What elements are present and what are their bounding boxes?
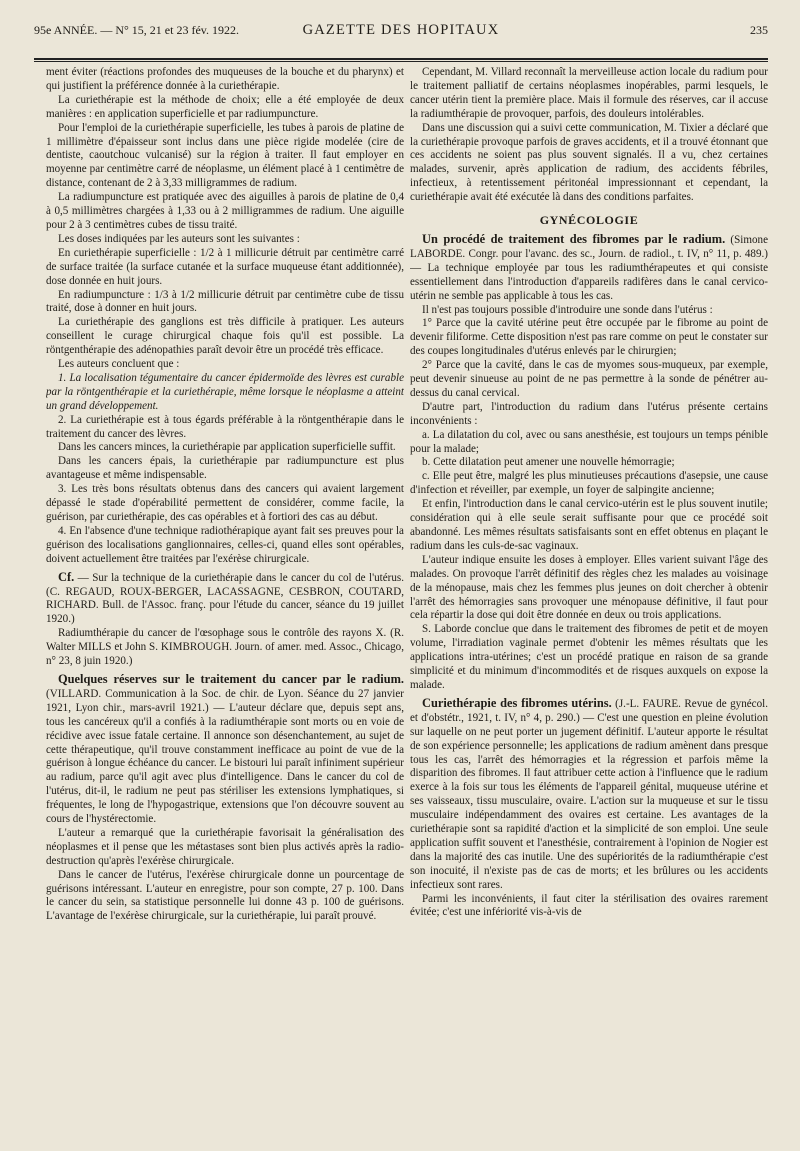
paragraph: Parmi les inconvénients, il faut citer la stérilisation des ovaires rarement évitée; c'est une infériorité vis-à-vis de	[410, 892, 768, 919]
paragraph: La curiethérapie des ganglions est très difficile à pratiquer. Les auteurs conseillent le curage chirurgical chaque fois qu'il est possible. La röntgenthérapie des adénopathies paraît devoir être un procédé très efficace.	[46, 316, 404, 357]
paragraph: Radiumthérapie du cancer de l'œsophage sous le contrôle des rayons X. (R. Walter MILLS et John S. KIMBROUGH. Journ. of amer. med. Assoc., Chicago, n° 23, 8 juin 1920.)	[46, 627, 404, 668]
issue-info: 95e ANNÉE. — N° 15, 21 et 23 fév. 1922.	[34, 23, 239, 37]
paragraph: En radiumpuncture : 1/3 à 1/2 millicurie détruit par centimètre cube de tissu traité, dose à donner en huit jours.	[46, 288, 404, 315]
paragraph: D'autre part, l'introduction du radium dans l'utérus présente certains inconvénients :	[410, 400, 768, 427]
paragraph: S. Laborde conclue que dans le traitement des fibromes de petit et de moyen volume, l'irradiation vaginale permet d'obtenir les mêmes résultats que les applications intra-utérines; c'est un procédé pratique en raison de sa grande simplicité et du minimum d'incommodités et de risques auxquels on expose la malade.	[410, 623, 768, 691]
article-body: (Simone LABORDE. Congr. pour l'avanc. des sc., Journ. de radiol., t. IV, n° 11, p. 489.) — La technique employée par tous les radiumthérapeutes et qui consiste essentiellement dans l'introduction d'appareils radifères dans le canal cervico-utérin ne semble pas applicable à tous les cas.	[410, 233, 768, 302]
paragraph: Il n'est pas toujours possible d'introduire une sonde dans l'utérus :	[422, 303, 713, 316]
article-entry	[410, 233, 768, 304]
paragraph: L'auteur indique ensuite les doses à employer. Elles varient suivant l'âge des malades. On provoque l'arrêt définitif des règles chez les malades au voisinage de la ménopause, mais chez les femmes plus jeunes on doit chercher à obtenir l'arrêt des hémorragies sans provoquer une ménopause définitive, il faut pour cela répartir la dose qui doit être donnée en deux ou trois applications.	[410, 553, 768, 622]
paragraph: Dans une discussion qui a suivi cette communication, M. Tixier a déclaré que la curiethérapie provoque parfois de graves accidents, et il a trouvé étonnant que ces accidents ne soient pas plus souvent signalés. Il a vu, chez certaines malades, survenir, après application de radium, des accidents fébriles, infectieux, à retentissement péritonéal impressionnant et cependant, la curiethérapie avait été exécutée là dans des conditions parfaites.	[410, 121, 768, 204]
paragraph: Dans les cancers minces, la curiethérapie par application superficielle suffit.	[58, 441, 396, 454]
paragraph: L'auteur a remarqué que la curiethérapie favorisait la généralisation des néoplasmes et il pense que les métastases sont bien plus activés après la radio-destruction qu'après l'exérèse chirurgicale.	[46, 826, 404, 867]
paragraph: Cependant, M. Villard reconnaît la merveilleuse action locale du radium pour le traitement palliatif de certains néoplasmes inopérables, parmi lesquels, le cancer utérin tient la première place. Mais il formule des réserves, car il accuse la radiumthérapie de provoquer, parfois, des douleurs intolérables.	[410, 66, 768, 120]
page-number: 235	[750, 23, 768, 37]
header-rule	[34, 58, 768, 60]
paragraph: Dans le cancer de l'utérus, l'exérèse chirurgicale donne un pourcentage de guérisons intéressant. L'auteur en enregistre, pour son compte, 27 p. 100. Dans le cancer du sein, sa statistique personnelle lui donne 43 p. 100 de guérisons. L'avantage de l'exérèse chirurgicale, sur la curiethérapie, lui paraît prouvé.	[46, 868, 404, 923]
paragraph: ment éviter (réactions profondes des muqueuses de la bouche et du pharynx) et qui justifient la préférence donnée à la curiethérapie.	[46, 66, 404, 92]
page-header	[34, 22, 768, 48]
paragraph: En curiethérapie superficielle : 1/2 à 1 millicurie détruit par centimètre carré de surface traitée (la surface cutanée et la surface muqueuse étant additionnée), dose donnée en huit jours.	[46, 246, 404, 287]
article-body: (VILLARD. Communication à la Soc. de chir. de Lyon. Séance du 27 janvier 1921, Lyon chir., mars-avril 1921.) — L'auteur déclare que, depuis sept ans, tous les cancéreux qu'il a confiés à la radiumthérapie sont morts ou en voie de récidive avec issue fatale certaine. Il annonce son désenchantement, au sujet de cette thérapeutique, qu'il trouve constamment inefficace au point de vue de la guérison à longue échéance du cancer. Le bistouri lui paraît infiniment supérieur au radium, parce qu'il agit avec plus d'intelligence. Dans le cancer du col de l'utérus, dit-il, le radium ne peut pas stériliser les extensions lymphatiques, si fréquentes, le long de l'hypogastrique, extensions que l'on découvre souvent au cours de l'hystérectomie.	[46, 687, 404, 826]
list-item: c. Elle peut être, malgré les plus minutieuses précautions d'asepsie, une cause d'infection et réveiller, par exemple, un foyer de salpingite ancienne;	[410, 470, 768, 497]
article-entry	[410, 697, 768, 893]
journal-title: GAZETTE DES HOPITAUX	[302, 22, 500, 38]
paragraph: 2° Parce que la cavité, dans le cas de myomes sous-muqueux, par exemple, peut devenir sinueuse au point de ne pas permettre à la sonde de pénétrer au-dessus du canal cervical.	[410, 359, 768, 399]
list-item: b. Cette dilatation peut amener une nouvelle hémorragie;	[422, 456, 675, 469]
paragraph: Dans les cancers épais, la curiethérapie par radiumpuncture est plus avantageuse et même indispensable.	[46, 455, 404, 482]
left-column	[46, 66, 404, 1141]
conclusion-item: 1. La localisation tégumentaire du cancer épidermoïde des lèvres est curable par la röntgenthérapie et la curiethérapie, même lorsque le néoplasme a atteint un grand développement.	[46, 371, 404, 412]
article-lead: Cf.	[58, 569, 75, 584]
conclusion-item: 3. Les très bons résultats obtenus dans des cancers qui avaient largement dépassé le stade d'opérabilité permettent de considérer, comme facile, la guérison, par curiethérapie, des cas opérables et à fortiori des cas au début.	[46, 483, 404, 523]
list-item: a. La dilatation du col, avec ou sans anesthésie, est toujours un temps pénible pour la malade;	[410, 428, 768, 455]
paragraph: La radiumpuncture est pratiquée avec des aiguilles à parois de platine de 0,4 à 0,5 millimètres chargées à 1,33 ou à 2 milligrammes de radium. Une aiguille pour 2 à 3 centimètres cubes de tissu traité.	[46, 191, 404, 231]
article-body: — Sur la technique de la curiethérapie dans le cancer du col de l'utérus. (C. REGAUD, ROUX-BERGER, LACASSAGNE, CESBRON, COUTARD, RICHARD. Bull. de l'Assoc. franç. pour l'étude du cancer, séance du 19 juillet 1920.)	[46, 571, 404, 626]
paragraph: La curiethérapie est la méthode de choix; elle a été employée de deux manières : en application superficielle et par radiumpuncture.	[46, 93, 404, 120]
article-entry	[46, 673, 404, 827]
header-rule-thin	[34, 61, 768, 62]
article-heading: Quelques réserves sur le traitement du cancer par le radium.	[58, 671, 404, 686]
conclusion-item: 2. La curiethérapie est à tous égards préférable à la röntgenthérapie dans le traitement du cancer des lèvres.	[46, 413, 404, 440]
article-heading: Curiethérapie des fibromes utérins.	[422, 695, 612, 710]
section-title: GYNÉCOLOGIE	[539, 213, 639, 228]
article-body: (J.-L. FAURE. Revue de gynécol. et d'obstétr., 1921, t. IV, n° 4, p. 290.) — C'est une question en pleine évolution sur laquelle on ne peut porter un jugement définitif. L'auteur apporte le résultat de son expérience personnelle; les applications de radium amènent dans presque tous les cas, l'arrêt des hémorragies et la régression et parfois même la disparition des fibromes. Il faut attribuer cette action à l'influence que le radium exerce à la fois sur tous les éléments de l'appareil génital, muqueuse utérine et ses vaisseaux, tissu musculaire, ovaire. L'action sur la muqueuse et sur le tissu musculaire indépendamment des ovaires est certaine. Les avantages de la curiethérapie sont sa rapidité d'action et la simplicité de son emploi. Une seule application suffit souvent et l'anesthésie, contrairement à l'opinion de Nogier est dans la majorité des cas inutile. Une des supériorités de la radiumthérapie c'est son inocuité, il n'existe pas de cas de morts; et les brûlures ou les accidents infectieux sont rares.	[410, 697, 768, 891]
article-heading: Un procédé de traitement des fibromes par le radium.	[422, 231, 726, 246]
paragraph: Pour l'emploi de la curiethérapie superficielle, les tubes à parois de platine de 1 millimètre d'épaisseur sont inclus dans une pièce rigide modelée (cire de dentiste, caoutchouc vulcanisé) sur la région à traiter. Il faut employer en moyenne par centimètre carré de néoplasme, un élément placé à 1 centimètre de distance, contenant de 2 à 3,33 milligrammes de radium.	[46, 121, 404, 190]
right-column	[410, 66, 768, 1141]
conclusion-item: 4. En l'absence d'une technique radiothérapique ayant fait ses preuves pour la guérison des localisations ganglionnaires, celles-ci, quand elles sont opérables, doivent actuellement être traitées par l'exérèse chirurgicale.	[46, 524, 404, 565]
paragraph: 1° Parce que la cavité utérine peut être occupée par le fibrome au point de devenir filiforme. Cette disposition n'est pas rare comme on peut le constater sur des coupes longitudinales d'utérus enlevés par le chirurgien;	[410, 317, 768, 358]
article-entry	[46, 571, 404, 628]
paragraph: Les auteurs concluent que :	[58, 358, 180, 371]
paragraph: Et enfin, l'introduction dans le canal cervico-utérin est le plus souvent inutile; considération qui à elle seule serait suffisante pour que ce procédé soit abandonné. Les mêmes résultats satisfaisants sont en effet obtenus en plaçant le radium dans les culs-de-sac vaginaux.	[410, 498, 768, 552]
paragraph: Les doses indiquées par les auteurs sont les suivantes :	[58, 232, 300, 245]
